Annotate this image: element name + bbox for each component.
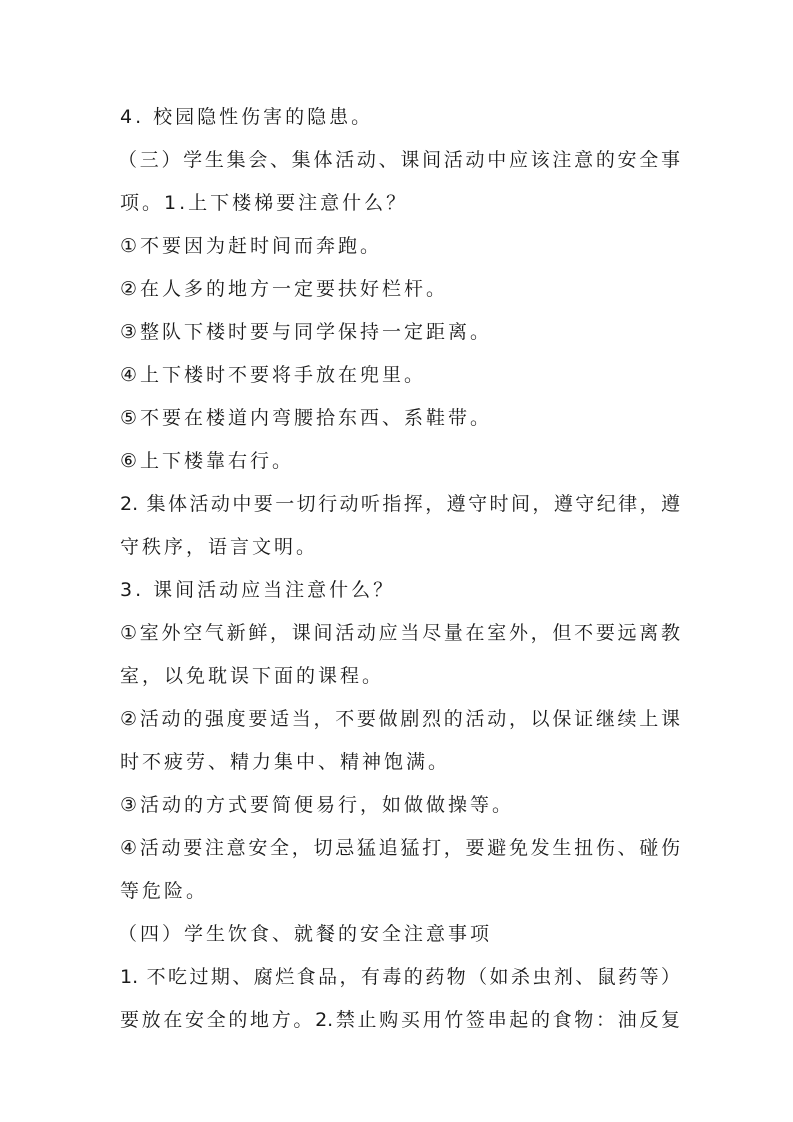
section-heading: （三）学生集会、集体活动、课间活动中应该注意的安全事 [118, 149, 680, 171]
list-item: ⑥上下楼靠右行。 [120, 450, 295, 472]
list-item: ①室外空气新鲜，课间活动应当尽量在室外，但不要远离教 [120, 622, 680, 644]
text-line: 2. 集体活动中要一切行动听指挥，遵守时间，遵守纪律，遵 [120, 493, 680, 515]
text-line: 项。1.上下楼梯要注意什么？ [120, 192, 409, 214]
list-item: ③活动的方式要简便易行，如做做操等。 [120, 794, 515, 816]
list-item: ⑤不要在楼道内弯腰拾东西、系鞋带。 [120, 407, 493, 429]
text-line: 时不疲劳、精力集中、精神饱满。 [120, 751, 451, 773]
list-item: ③整队下楼时要与同学保持一定距离。 [120, 321, 493, 343]
list-item: ①不要因为赶时间而奔跑。 [120, 235, 383, 257]
text-line: 3. 课间活动应当注意什么？ [120, 579, 396, 601]
text-line: 等危险。 [120, 880, 209, 902]
text-line: 守秩序，语言文明。 [120, 536, 319, 558]
list-item: ②在人多的地方一定要扶好栏杆。 [120, 278, 449, 300]
list-item: ②活动的强度要适当，不要做剧烈的活动，以保证继续上课 [120, 708, 680, 730]
section-heading: （四）学生饮食、就餐的安全注意事项 [118, 923, 493, 945]
list-item: ④活动要注意安全，切忌猛追猛打，要避免发生扭伤、碰伤 [120, 837, 680, 859]
text-line: 室，以免耽误下面的课程。 [120, 665, 385, 687]
text-line: 要放在安全的地方。2.禁止购买用竹签串起的食物：油反复 [120, 1009, 680, 1031]
text-line: 4. 校园隐性伤害的隐患。 [120, 106, 374, 128]
list-item: ④上下楼时不要将手放在兜里。 [120, 364, 427, 386]
list-item: 1. 不吃过期、腐烂食品，有毒的药物（如杀虫剂、鼠药等） [120, 966, 680, 988]
